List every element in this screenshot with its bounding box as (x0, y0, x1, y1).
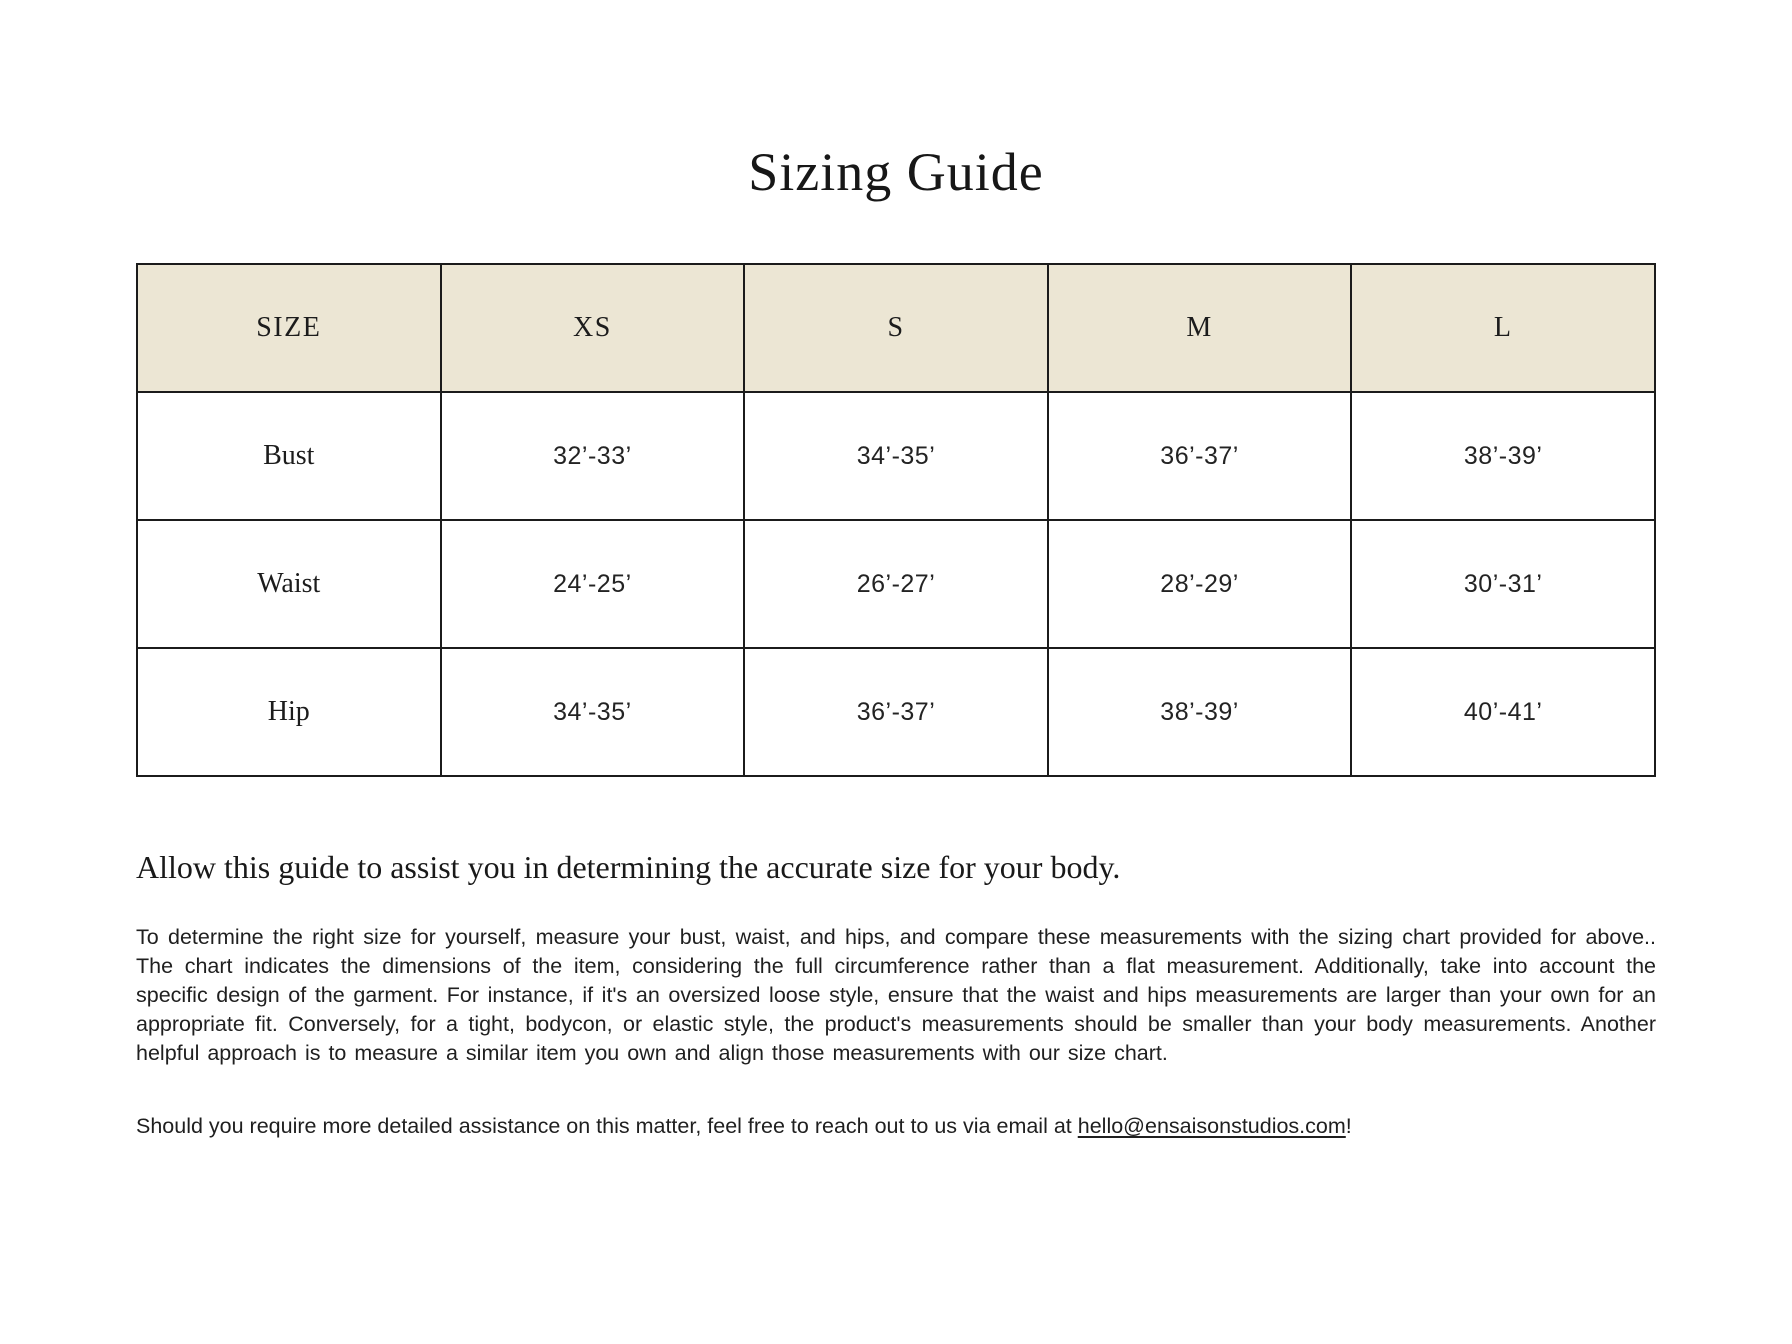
waist-xs-value: 24’-25’ (441, 520, 745, 648)
sizing-table-body (137, 392, 1655, 776)
sizing-table-header (137, 264, 1655, 392)
row-label-bust: Bust (137, 392, 441, 520)
waist-l-value: 30’-31’ (1351, 520, 1655, 648)
header-cell-xs: XS (441, 264, 745, 392)
page-title: Sizing Guide (748, 142, 1044, 202)
header-cell-s: S (744, 264, 1048, 392)
bust-m-value: 36’-37’ (1048, 392, 1352, 520)
intro-line: Allow this guide to assist you in determining the accurate size for your body. (136, 849, 1121, 886)
email-link[interactable]: hello@ensaisonstudios.com (1077, 1114, 1346, 1139)
waist-m-value: 28’-29’ (1048, 520, 1352, 648)
hip-s-value: 36’-37’ (744, 648, 1048, 776)
sizing-table (136, 263, 1656, 777)
table-row-hip (137, 648, 1655, 776)
header-cell-size: SIZE (137, 264, 441, 392)
waist-s-value: 26’-27’ (744, 520, 1048, 648)
hip-l-value: 40’-41’ (1351, 648, 1655, 776)
hip-xs-value: 34’-35’ (441, 648, 745, 776)
sizing-guide-page (136, 0, 1656, 1141)
header-row (137, 264, 1655, 392)
row-label-waist: Waist (137, 520, 441, 648)
bust-xs-value: 32’-33’ (441, 392, 745, 520)
row-label-hip: Hip (137, 648, 441, 776)
body-paragraph: To determine the right size for yourself, measure your bust, waist, and hips, and compare these measurements with the sizing chart provided for above.. The chart indicates the dimensions of the item, considering the full circumference rather than a flat measurement. Additionally, take into account the specific design of the garment. For instance, if it's an oversized loose style, ensure that the waist and hips measurements are larger than your own for an appropriate fit. Conversely, for a tight, bodycon, or elastic style, the product's measurements should be smaller than your body measurements. Another helpful approach is to measure a similar item you own and align those measurements with our size chart. (136, 925, 1656, 1066)
contact-line (136, 1112, 1656, 1141)
hip-m-value: 38’-39’ (1048, 648, 1352, 776)
bust-l-value: 38’-39’ (1351, 392, 1655, 520)
table-row-waist (137, 520, 1655, 648)
header-cell-l: L (1351, 264, 1655, 392)
bust-s-value: 34’-35’ (744, 392, 1048, 520)
contact-text-prefix: Should you require more detailed assistance on this matter, feel free to reach out to us via email at (136, 1114, 1078, 1139)
header-cell-m: M (1048, 264, 1352, 392)
table-row-bust (137, 392, 1655, 520)
contact-text-suffix: ! (1345, 1114, 1352, 1139)
